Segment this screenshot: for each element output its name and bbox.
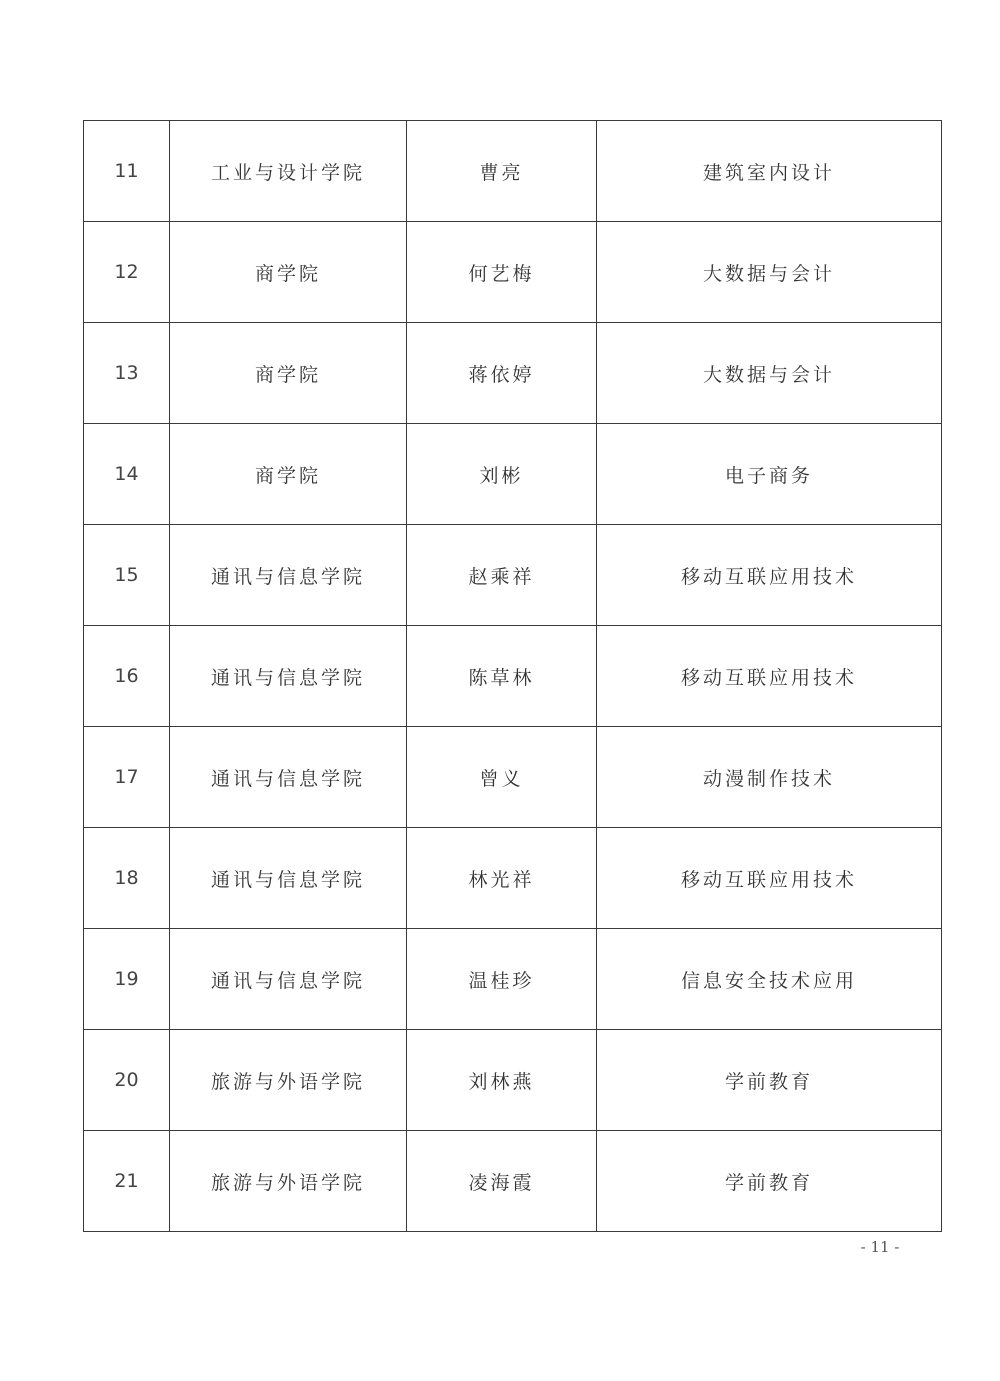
table-row — [84, 929, 942, 1030]
college-cell: 通讯与信息学院 — [170, 626, 407, 727]
college-cell: 商学院 — [170, 323, 407, 424]
college-cell: 旅游与外语学院 — [170, 1030, 407, 1131]
name-cell: 蒋依婷 — [407, 323, 597, 424]
college-cell: 通讯与信息学院 — [170, 828, 407, 929]
name-cell: 何艺梅 — [407, 222, 597, 323]
row-number: 20 — [84, 1030, 170, 1131]
name-cell: 曹亮 — [407, 121, 597, 222]
college-cell: 商学院 — [170, 222, 407, 323]
college-cell: 通讯与信息学院 — [170, 929, 407, 1030]
major-cell: 移动互联应用技术 — [597, 626, 942, 727]
name-cell: 刘林燕 — [407, 1030, 597, 1131]
major-cell: 学前教育 — [597, 1131, 942, 1232]
college-cell: 旅游与外语学院 — [170, 1131, 407, 1232]
name-cell: 曾义 — [407, 727, 597, 828]
major-cell: 移动互联应用技术 — [597, 525, 942, 626]
table-row — [84, 626, 942, 727]
major-cell: 动漫制作技术 — [597, 727, 942, 828]
major-cell: 信息安全技术应用 — [597, 929, 942, 1030]
name-cell: 赵乘祥 — [407, 525, 597, 626]
major-cell: 大数据与会计 — [597, 323, 942, 424]
table-row — [84, 727, 942, 828]
roster-table — [83, 120, 942, 1232]
name-cell: 温桂珍 — [407, 929, 597, 1030]
table-row — [84, 222, 942, 323]
row-number: 11 — [84, 121, 170, 222]
college-cell: 通讯与信息学院 — [170, 525, 407, 626]
table-row — [84, 424, 942, 525]
row-number: 16 — [84, 626, 170, 727]
table-row — [84, 1030, 942, 1131]
major-cell: 建筑室内设计 — [597, 121, 942, 222]
college-cell: 商学院 — [170, 424, 407, 525]
row-number: 21 — [84, 1131, 170, 1232]
row-number: 19 — [84, 929, 170, 1030]
row-number: 12 — [84, 222, 170, 323]
major-cell: 移动互联应用技术 — [597, 828, 942, 929]
page-number: - 11 - — [860, 1238, 900, 1256]
college-cell: 工业与设计学院 — [170, 121, 407, 222]
name-cell: 陈草林 — [407, 626, 597, 727]
name-cell: 林光祥 — [407, 828, 597, 929]
row-number: 18 — [84, 828, 170, 929]
major-cell: 电子商务 — [597, 424, 942, 525]
row-number: 14 — [84, 424, 170, 525]
row-number: 15 — [84, 525, 170, 626]
name-cell: 刘彬 — [407, 424, 597, 525]
table-row — [84, 828, 942, 929]
name-cell: 凌海霞 — [407, 1131, 597, 1232]
major-cell: 学前教育 — [597, 1030, 942, 1131]
roster-table-body — [84, 121, 942, 1232]
row-number: 13 — [84, 323, 170, 424]
table-row — [84, 323, 942, 424]
table-row — [84, 525, 942, 626]
major-cell: 大数据与会计 — [597, 222, 942, 323]
table-row — [84, 1131, 942, 1232]
row-number: 17 — [84, 727, 170, 828]
college-cell: 通讯与信息学院 — [170, 727, 407, 828]
table-row — [84, 121, 942, 222]
